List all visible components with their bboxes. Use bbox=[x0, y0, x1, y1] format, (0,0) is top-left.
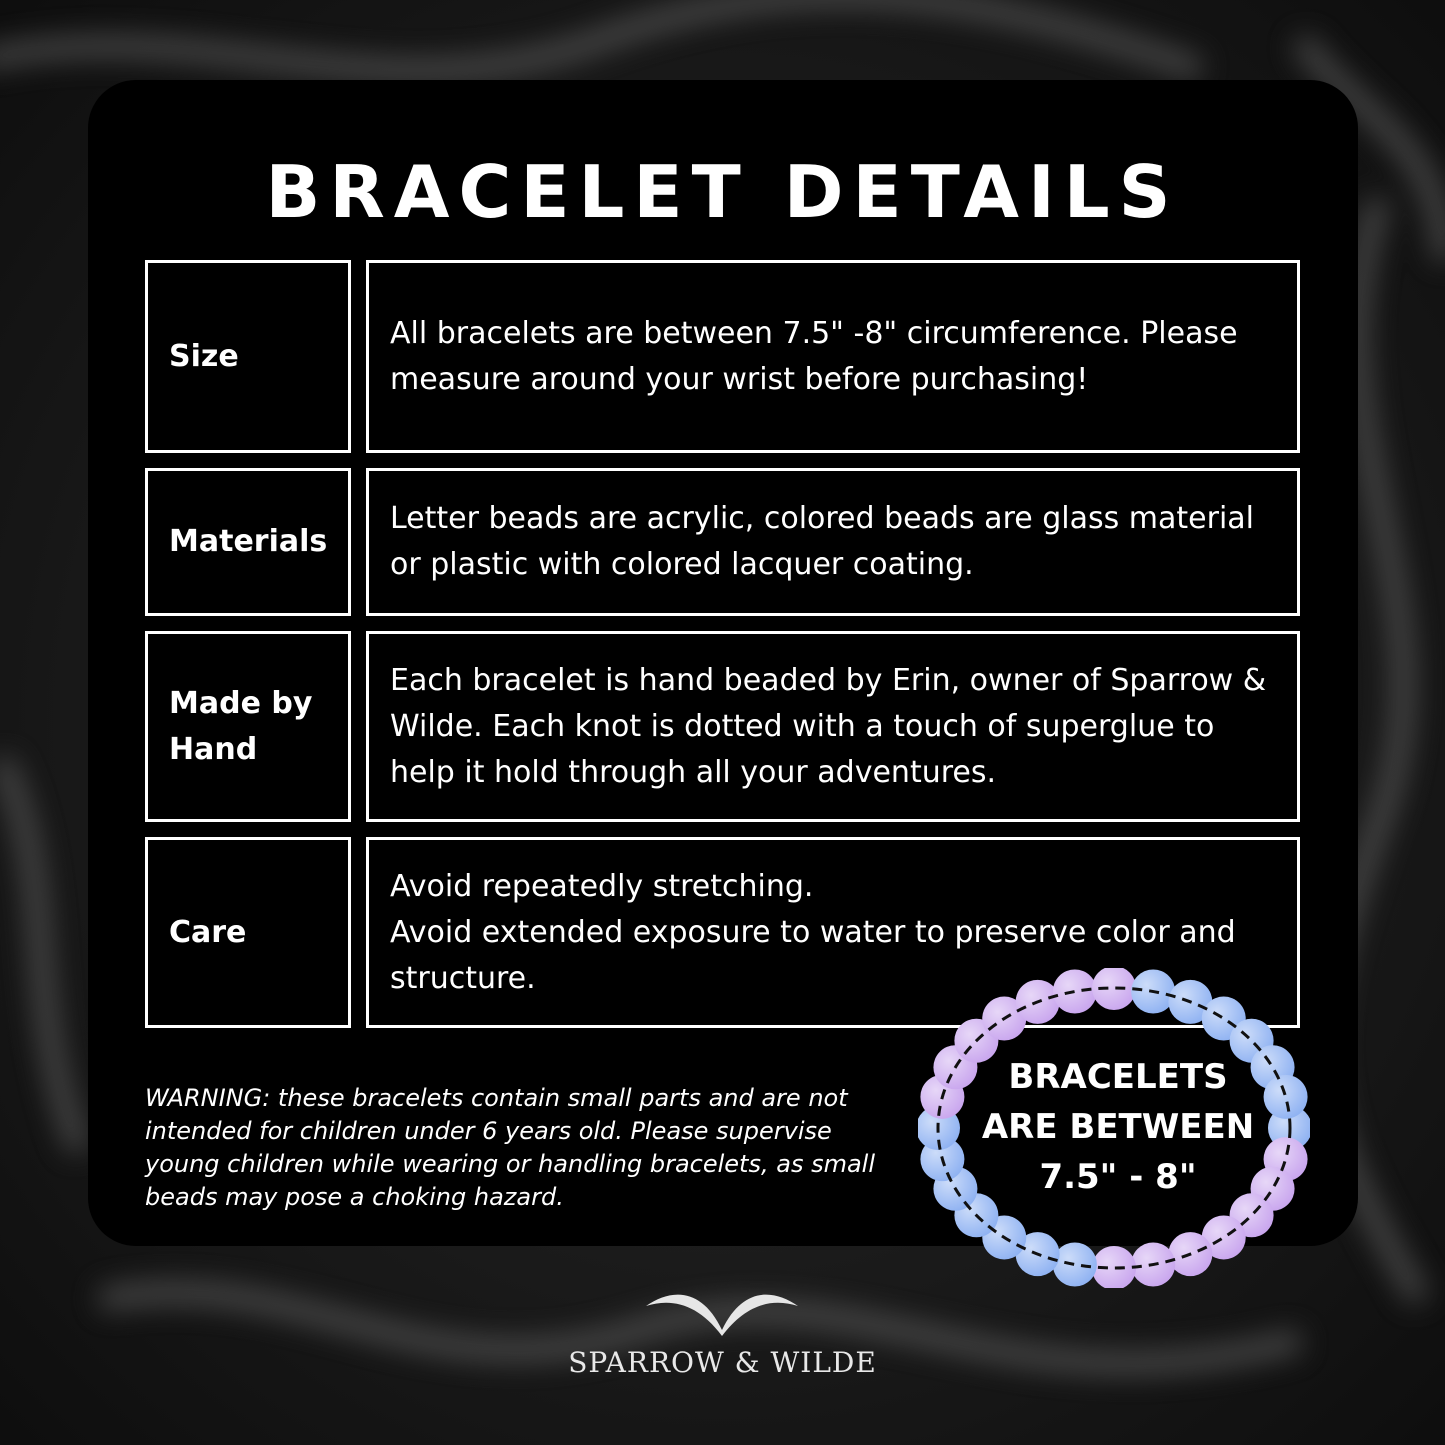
materials-label: Materials bbox=[169, 524, 328, 559]
care-label-cell bbox=[145, 837, 351, 1028]
made-by-hand-label-cell bbox=[145, 631, 351, 822]
badge-text: BRACELETS ARE BETWEEN 7.5" - 8" bbox=[981, 1057, 1255, 1197]
care-text: Avoid repeatedly stretching. Avoid extended exposure to water to preserve color and structure. bbox=[390, 868, 1236, 996]
materials-label-cell bbox=[145, 468, 351, 616]
materials-value-cell bbox=[366, 468, 1300, 616]
size-label-cell bbox=[145, 260, 351, 453]
care-label: Care bbox=[169, 914, 247, 950]
size-label: Size bbox=[169, 338, 239, 374]
page-title: BRACELET DETAILS bbox=[265, 150, 1180, 234]
materials-text: Letter beads are acrylic, colored beads are glass material or plastic with colored lacquer coating. bbox=[390, 501, 1255, 582]
size-text: All bracelets are between 7.5" -8" circumference. Please measure around your wrist before purchasing! bbox=[390, 315, 1238, 397]
made-by-hand-text: Each bracelet is hand beaded by Erin, owner of Sparrow & Wilde. Each knot is dotted with a touch of superglue to help it hold through all your adventures. bbox=[390, 662, 1267, 790]
brand-name: SPARROW & WILDE bbox=[568, 1346, 877, 1379]
bird-logo-icon bbox=[642, 1284, 802, 1340]
warning-text: WARNING: these bracelets contain small parts and are not intended for children under 6 years old. Please supervise young children while wearing or handling bracelets, as small beads may pose a choking hazard. bbox=[145, 1084, 875, 1211]
size-value-cell bbox=[366, 260, 1300, 453]
made-by-hand-label: Made by Hand bbox=[169, 685, 313, 767]
made-by-hand-value-cell bbox=[366, 631, 1300, 822]
